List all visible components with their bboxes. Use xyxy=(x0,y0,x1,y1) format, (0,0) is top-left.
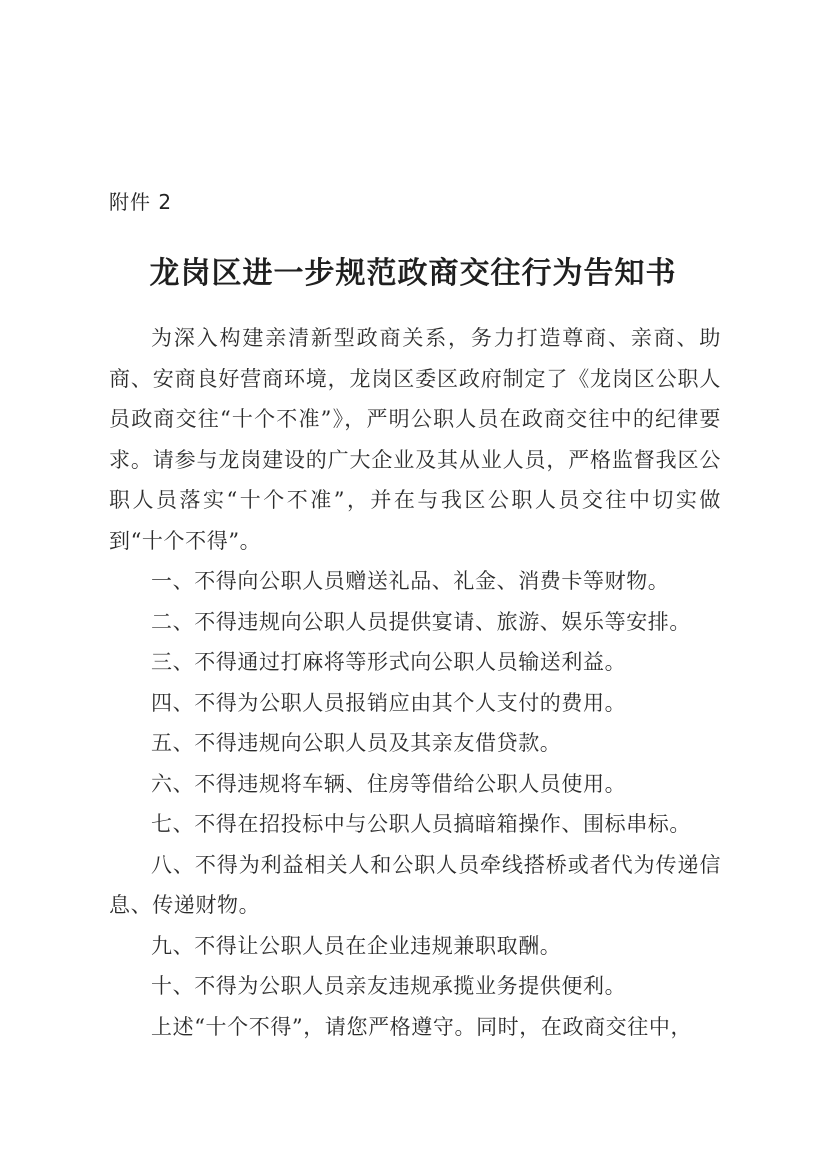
closing-paragraph: 上述“十个不得”，请您严格遵守。同时，在政商交往中， xyxy=(151,1014,693,1039)
list-item: 五、不得违规向公职人员及其亲友借贷款。 xyxy=(151,731,562,755)
document-title: 龙岗区进一步规范政商交往行为告知书 xyxy=(149,256,677,291)
list-item: 二、不得违规向公职人员提供宴请、旅游、娱乐等安排。 xyxy=(151,609,691,634)
list-item: 九、不得让公职人员在企业违规兼职取酬。 xyxy=(151,933,562,958)
list-item: 八、不得为利益相关人和公职人员牵线搭桥或者代为传递信息、传递财物。 xyxy=(109,852,721,917)
document-body xyxy=(109,318,721,1047)
list-item: 三、不得通过打麻将等形式向公职人员输送利益。 xyxy=(151,650,627,674)
attachment-label: 附件 2 xyxy=(109,190,173,214)
list-item: 七、不得在招投标中与公职人员搞暗箱操作、围标串标。 xyxy=(151,812,691,836)
list-item: 一、不得向公职人员赠送礼品、礼金、消费卡等财物。 xyxy=(151,569,670,593)
list-item: 十、不得为公职人员亲友违规承揽业务提供便利。 xyxy=(151,974,627,998)
list-item: 六、不得违规将车辆、住房等借给公职人员使用。 xyxy=(151,771,627,796)
list-item: 四、不得为公职人员报销应由其个人支付的费用。 xyxy=(151,690,627,715)
intro-paragraph: 为深入构建亲清新型政商关系，务力打造尊商、亲商、助商、安商良好营商环境，龙岗区委区政府制定了《龙岗区公职人员政商交往“十个不准”》，严明公职人员在政商交往中的纪律要求。请参与龙岗建设的广大企业及其从业人员，严格监督我区公职人员落实“十个不准”，并在与我区公职人员交往中切实做到“十个不得”。 xyxy=(109,326,721,553)
